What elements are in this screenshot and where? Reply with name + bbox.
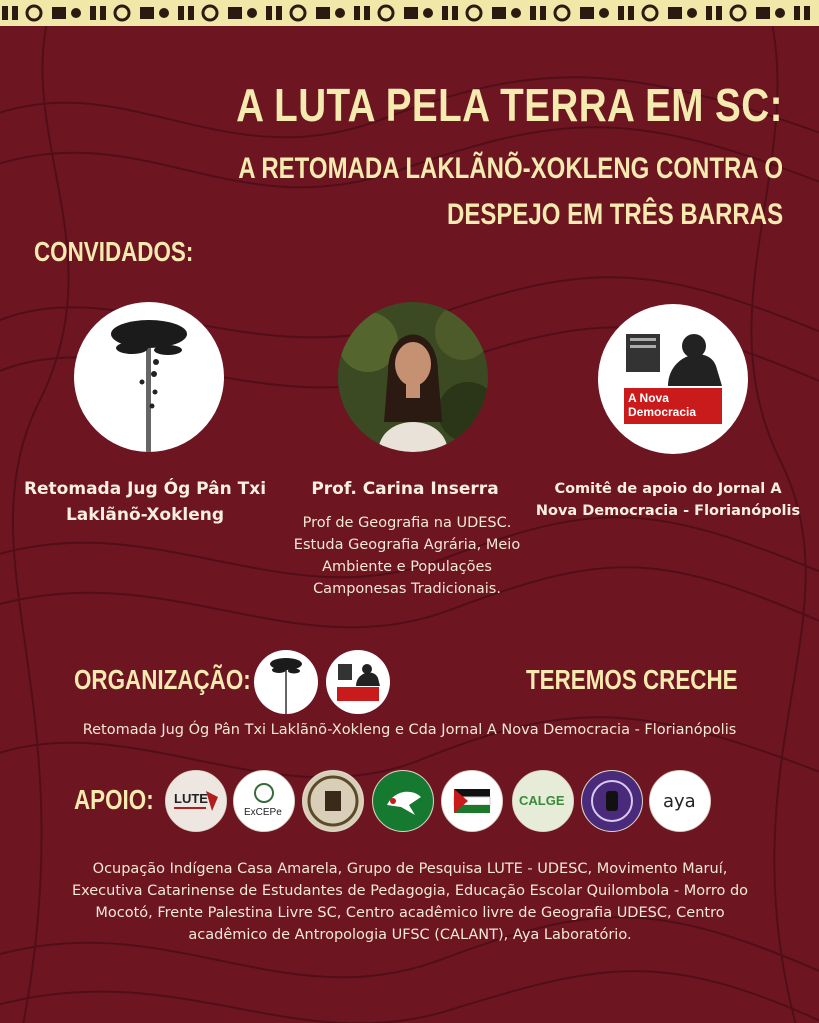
subtitle-line-1: A RETOMADA LAKLÃNÕ-XOKLENG CONTRA O (238, 152, 783, 185)
support-logo-palestina (441, 770, 503, 832)
logo-text-line2: Democracia (628, 405, 697, 419)
guests-heading: CONVIDADOS: (34, 236, 194, 267)
guest-photo-carina (338, 302, 488, 452)
portrait-icon (338, 302, 488, 452)
decorative-top-band (0, 0, 819, 26)
support-text (30, 858, 790, 946)
support-text-line: Mocotó, Frente Palestina Livre SC, Centro acadêmico livre de Geografia UDESC, Centro (95, 905, 725, 921)
guest-description-carina (262, 512, 552, 600)
support-logo-aya (649, 770, 711, 832)
creche-notice: TEREMOS CRECHE (526, 664, 738, 695)
support-logo-excepe (233, 770, 295, 832)
guest-name-line: Comitê de apoio do Jornal A (554, 481, 782, 497)
guest-name-carina: Prof. Carina Inserra (311, 479, 499, 499)
support-text-line: Ocupação Indígena Casa Amarela, Grupo de Pesquisa LUTE - UDESC, Movimento Maruí, (92, 861, 728, 877)
palestine-flag-logo-icon (442, 771, 502, 831)
aya-label: aya (663, 791, 696, 812)
calge-logo-icon (513, 771, 573, 831)
lute-label: LUTE (174, 791, 208, 806)
main-title: A LUTA PELA TERRA EM SC: (236, 79, 783, 131)
guest-name-retomada (14, 476, 276, 528)
support-heading: APOIO: (74, 784, 154, 815)
excepe-logo-icon (234, 771, 294, 831)
desc-line: Estuda Geografia Agrária, Meio (293, 537, 521, 553)
support-logo-lute (165, 770, 227, 832)
guest-name-line: Laklãnõ-Xokleng (65, 505, 225, 525)
subtitle-line-2: DESPEJO EM TRÊS BARRAS (446, 198, 783, 231)
quilombola-seal-icon (303, 771, 363, 831)
fist-logo-icon (582, 771, 642, 831)
guest-name-line: Retomada Jug Óg Pân Txi (23, 479, 267, 499)
lute-logo-icon (166, 771, 226, 831)
aya-logo-icon (650, 771, 710, 831)
desc-line: Camponesas Tradicionais. (313, 581, 501, 597)
logo-text-line1: A Nova (628, 391, 669, 405)
bird-logo-icon (373, 771, 433, 831)
nova-democracia-logo-icon (326, 650, 390, 714)
guest-name-comite (520, 478, 816, 522)
nova-democracia-logo-icon (598, 304, 748, 454)
pattern-icon (0, 0, 819, 26)
support-logo-quilombola (302, 770, 364, 832)
organization-text: Retomada Jug Óg Pân Txi Laklãnõ-Xokleng e Cda Jornal A Nova Democracia - Florianópolis (82, 722, 737, 738)
support-text-line: acadêmico de Antropologia UFSC (CALANT), Aya Laboratório. (188, 927, 632, 943)
support-logo-calge (512, 770, 574, 832)
organization-heading: ORGANIZAÇÃO: (74, 664, 251, 695)
org-logo-nova-democracia (326, 650, 390, 714)
subtitle (238, 146, 783, 238)
support-logo-marui (372, 770, 434, 832)
excepe-label: ExCEPe (244, 807, 282, 818)
org-logo-araucaria (254, 650, 318, 714)
araucaria-tree-icon (254, 650, 318, 714)
araucaria-tree-icon (74, 302, 224, 452)
desc-line: Prof de Geografia na UDESC. (302, 515, 512, 531)
support-text-line: Executiva Catarinense de Estudantes de Pedagogia, Educação Escolar Quilombola - Morro do (71, 883, 749, 899)
support-logo-calant (581, 770, 643, 832)
guest-logo-nova-democracia (598, 304, 748, 454)
desc-line: Ambiente e Populações (322, 559, 492, 575)
guest-photo-araucaria (74, 302, 224, 452)
guest-name-line: Nova Democracia - Florianópolis (535, 503, 801, 519)
calge-label: CALGE (519, 793, 565, 808)
